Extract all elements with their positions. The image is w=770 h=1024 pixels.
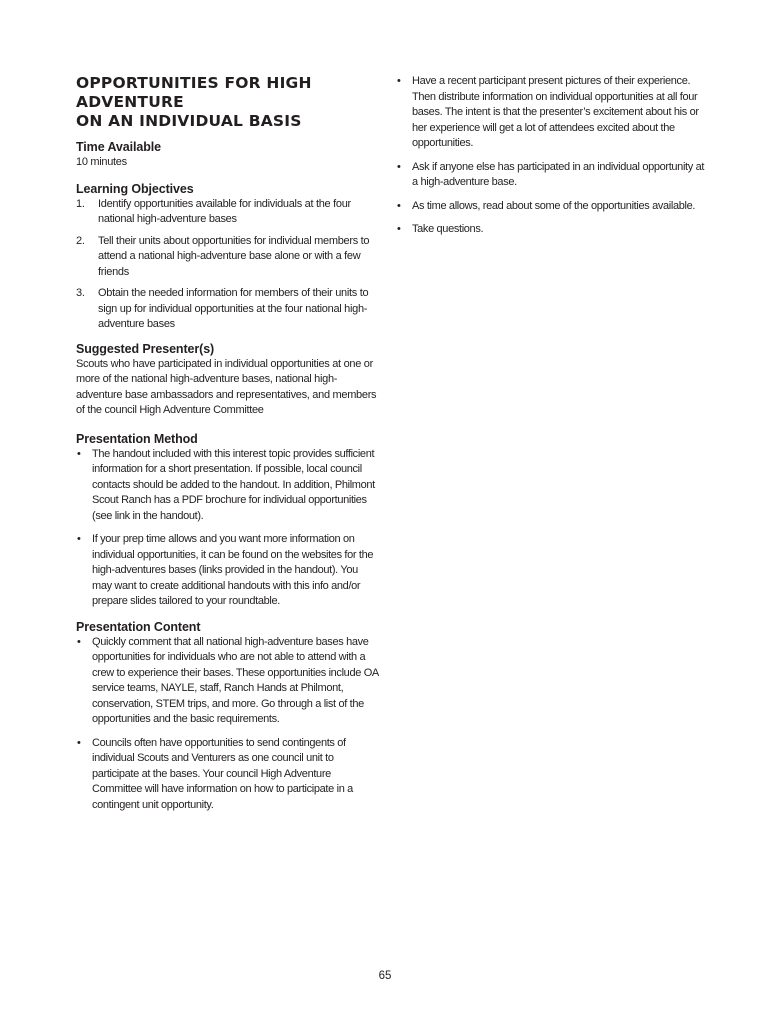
method-item (76, 532, 380, 610)
objective-text: Tell their units about opportunities for individual members to attend a national high-adventure base alone or with a few friends (98, 234, 370, 278)
method-item (76, 447, 380, 525)
presentation-content-continued-list (396, 74, 708, 238)
bullet-icon: • (77, 447, 81, 460)
page-number: 65 (378, 970, 392, 982)
presentation-content-heading: Presentation Content (76, 619, 201, 634)
method-text: The handout included with this interest topic provides sufficient information for a short presentation. If possible, local council contacts should be added to the handout. In addition, Philmont Scout Ranch has a PDF brochure for individual opportunities (see link in the handout). (92, 447, 375, 522)
content-text: Councils often have opportunities to send contingents of individual Scouts and Venturers as one council unit to participate at the bases. Your council High Adventure Committee will have information on how to participate in a contingent unit opportunity. (92, 736, 353, 811)
objective-item (76, 234, 380, 281)
content-text: Quickly comment that all national high-adventure bases have opportunities for individuals who are not able to attend with a crew to experience their bases. These opportunities include OA service teams, NAYLE, staff, Ranch Hands at Philmont, conservation, STEM trips, and more. Go through a list of the opportunities and the basic requirements. (92, 635, 379, 725)
bullet-icon: • (397, 75, 401, 87)
presentation-content-list (76, 635, 380, 814)
content-item (76, 736, 380, 814)
bullet-icon: • (397, 223, 401, 235)
objective-number: 2. (76, 234, 85, 247)
time-available-value: 10 minutes (76, 156, 127, 168)
suggested-presenters-text: Scouts who have participated in individual opportunities at one or more of the national high-adventure bases, national high-adventure base ambassadors and representatives, and members of the council High Adventure Committee (76, 357, 377, 416)
bullet-icon: • (77, 635, 81, 648)
content-text: As time allows, read about some of the opportunities available. (412, 199, 696, 212)
objective-item (76, 286, 380, 333)
objective-number: 3. (76, 287, 85, 299)
content-item (396, 199, 708, 215)
method-text: If your prep time allows and you want more information on individual opportunities, it can be found on the websites for the high-adventures bases (links provided in the handout). You may want to create additional handouts with this info and/or prepare slides tailored to your roundtable. (92, 533, 374, 607)
title-line-1: OPPORTUNITIES FOR HIGH ADVENTURE (76, 74, 312, 111)
objective-text: Obtain the needed information for members of their units to sign up for individual opportunities at the four national high-adventure bases (98, 287, 369, 330)
content-text: Ask if anyone else has participated in an individual opportunity at a high-adventure base. (412, 160, 705, 188)
page-title (76, 74, 380, 131)
content-item (396, 74, 708, 152)
right-column (396, 74, 708, 246)
content-item (76, 635, 380, 728)
bullet-icon: • (77, 533, 81, 545)
content-text: Have a recent participant present pictures of their experience. Then distribute information on individual opportunities at all four bases. The intent is that the presenter’s excitement about his or her experience will get a lot of attendees excited about the opportunities. (412, 75, 699, 149)
learning-objectives-heading: Learning Objectives (76, 181, 194, 196)
presentation-method-list (76, 447, 380, 610)
objective-text: Identify opportunities available for individuals at the four national high-adventure bases (98, 197, 351, 225)
content-text: Take questions. (412, 223, 484, 235)
bullet-icon: • (77, 736, 81, 749)
time-available-heading: Time Available (76, 140, 161, 154)
presentation-method-heading: Presentation Method (76, 431, 198, 446)
objective-item (76, 197, 380, 228)
content-item (396, 160, 708, 191)
title-line-2: ON AN INDIVIDUAL BASIS (76, 112, 302, 130)
learning-objectives-list (76, 197, 380, 333)
left-column (76, 74, 380, 821)
objective-number: 1. (76, 197, 85, 210)
suggested-presenters-heading: Suggested Presenter(s) (76, 341, 215, 356)
content-item (396, 222, 708, 238)
bullet-icon: • (397, 199, 401, 212)
bullet-icon: • (397, 160, 401, 173)
